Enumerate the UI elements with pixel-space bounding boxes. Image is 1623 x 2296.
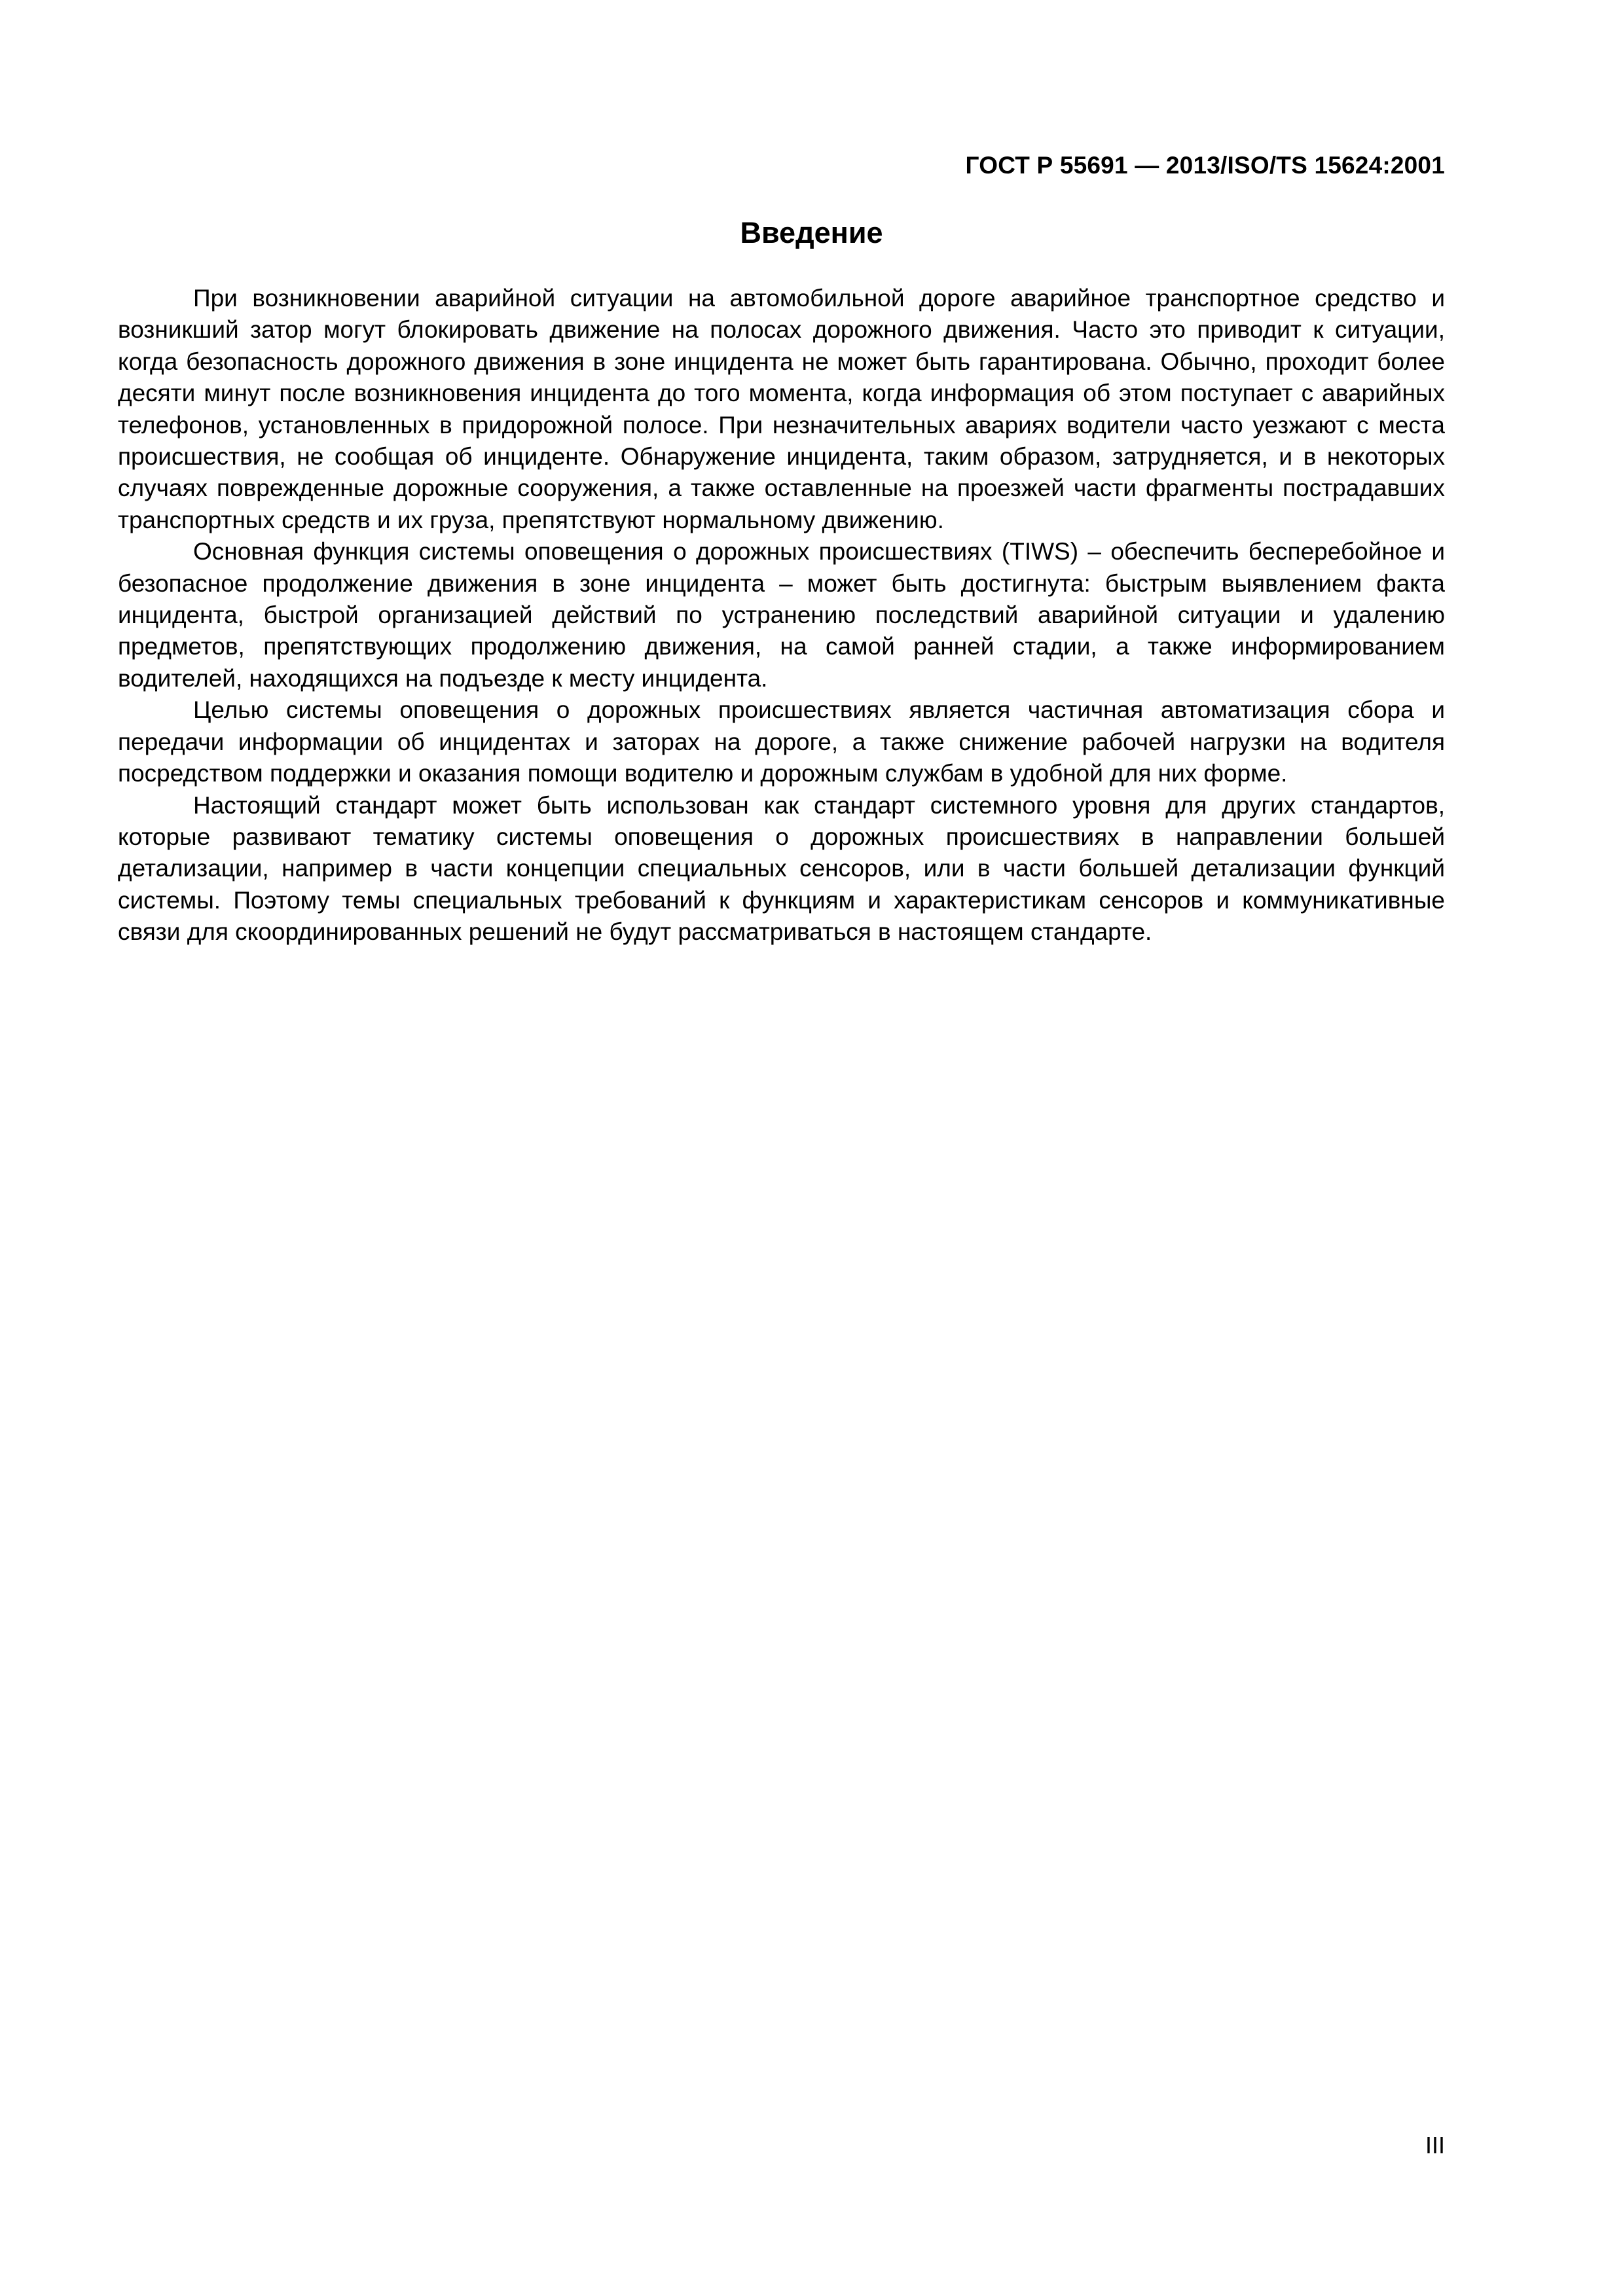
body-text <box>118 283 1445 948</box>
paragraph-3: Целью системы оповещения о дорожных происшествиях является частичная автоматизация сбора и передачи информации об инцидентах и заторах на дороге, а также снижение рабочей нагрузки на водителя посредством поддержки и оказания помощи водителю и дорожным службам в удобной для них форме. <box>118 696 1445 787</box>
section-title: Введение <box>740 216 883 249</box>
paragraph-4: Настоящий стандарт может быть использован как стандарт системного уровня для других стандартов, которые развивают тематику системы оповещения о дорожных происшествиях в направлении большей детализации, например в части концепции специальных сенсоров, или в части большей детализации функций системы. Поэтому темы специальных требований к функциям и характеристикам сенсоров и коммуникативные связи для скоординированных решений не будут рассматриваться в настоящем стандарте. <box>118 791 1445 946</box>
paragraph-2: Основная функция системы оповещения о дорожных происшествиях (TIWS) – обеспечить бесперебойное и безопасное продолжение движения в зоне инцидента – может быть достигнута: быстрым выявлением факта инцидента, быстрой организацией действий по устранению последствий аварийной ситуации и удалению предметов, препятствующих продолжению движения, на самой ранней стадии, а также информированием водителей, находящихся на подъезде к месту инцидента. <box>118 538 1445 692</box>
page-number: III <box>1425 2132 1445 2159</box>
paragraph-1: При возникновении аварийной ситуации на автомобильной дороге аварийное транспортное средство и возникший затор могут блокировать движение на полосах дорожного движения. Часто это приводит к ситуации, когда безопасность дорожного движения в зоне инцидента не может быть гарантирована. Обычно, проходит более десяти минут после возникновения инцидента до того момента, когда информация об этом поступает с аварийных телефонов, установленных в придорожной полосе. При незначительных авариях водители часто уезжают с места происшествия, не сообщая об инциденте. Обнаружение инцидента, таким образом, затрудняется, и в некоторых случаях поврежденные дорожные сооружения, а также оставленные на проезжей части фрагменты пострадавших транспортных средств и их груза, препятствуют нормальному движению. <box>118 285 1445 533</box>
standard-code-header: ГОСТ Р 55691 — 2013/ISO/TS 15624:2001 <box>965 152 1445 179</box>
